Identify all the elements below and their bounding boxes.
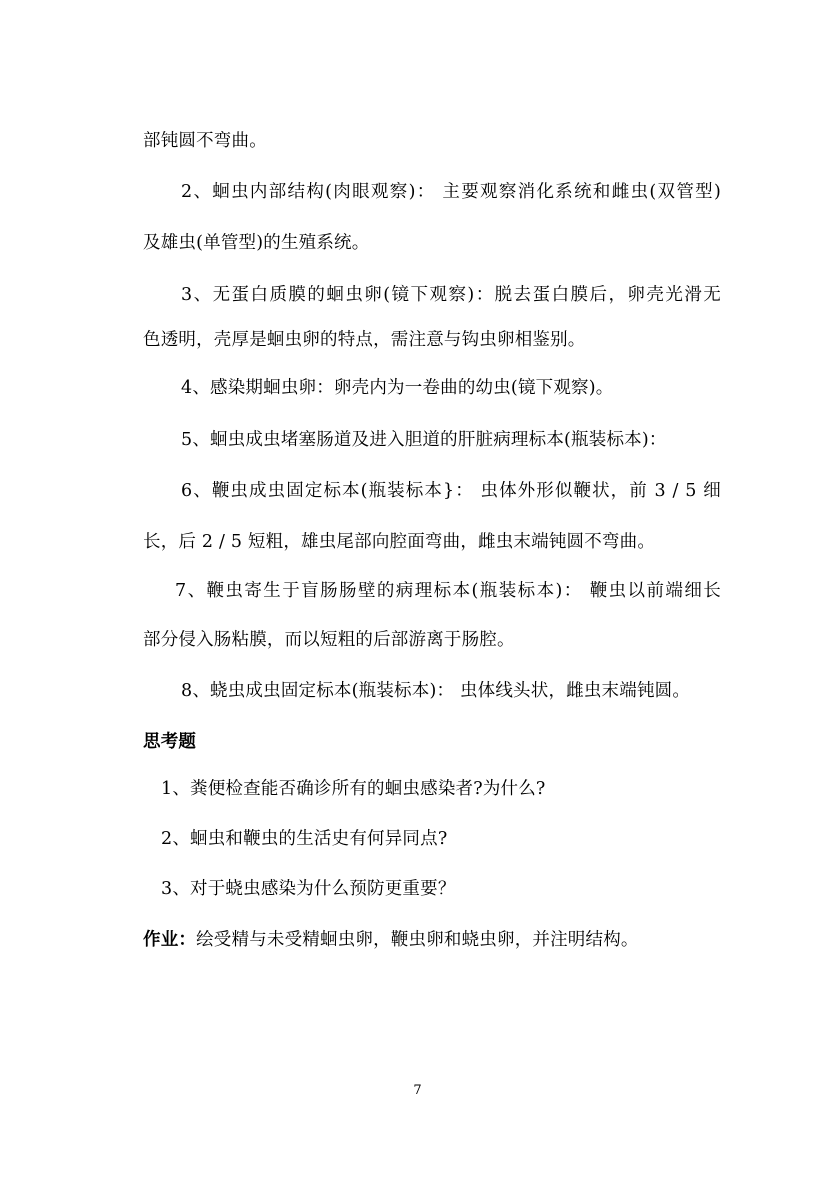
page-number: 7 [413,1083,422,1098]
item-2-line-2: 及雄虫(单管型)的生殖系统。 [143,233,370,253]
homework-text: 绘受精与未受精蛔虫卵，鞭虫卵和蛲虫卵，并注明结构。 [196,930,639,950]
paragraph-continuation: 部钝圆不弯曲。 [143,131,267,151]
question-2: 2、蛔虫和鞭虫的生活史有何异同点? [161,829,448,849]
item-7-line-2: 部分侵入肠粘膜，而以短粗的后部游离于肠腔。 [143,630,515,650]
question-1: 1、粪便检查能否确诊所有的蛔虫感染者?为什么? [161,779,546,799]
item-3-line-1: 3、无蛋白质膜的蛔虫卵(镜下观察)：脱去蛋白膜后，卵壳光滑无 [181,285,721,305]
item-5-line: 5、蛔虫成虫堵塞肠道及进入胆道的肝脏病理标本(瓶装标本)： [181,430,667,450]
item-3-line-2: 色透明，壳厚是蛔虫卵的特点，需注意与钩虫卵相鉴别。 [143,330,586,350]
section-heading-questions: 思考题 [143,732,197,752]
homework-line [143,928,639,952]
item-6-line-2: 长，后 2 / 5 短粗，雄虫尾部向腔面弯曲，雌虫末端钝圆不弯曲。 [143,532,656,552]
item-2-line-1: 2、蛔虫内部结构(肉眼观察)： 主要观察消化系统和雌虫(双管型) [181,182,721,202]
item-4-line: 4、感染期蛔虫卵：卵壳内为一卷曲的幼虫(镜下观察)。 [181,378,614,398]
item-8-line: 8、蛲虫成虫固定标本(瓶装标本)： 虫体线头状，雌虫末端钝圆。 [181,681,691,701]
item-7-line-1: 7、鞭虫寄生于盲肠肠壁的病理标本(瓶装标本)： 鞭虫以前端细长 [175,581,721,601]
question-3: 3、对于蛲虫感染为什么预防更重要？ [161,879,456,899]
item-6-line-1: 6、鞭虫成虫固定标本(瓶装标本}： 虫体外形似鞭状，前 3 / 5 细 [181,481,721,501]
homework-label: 作业： [143,930,197,950]
